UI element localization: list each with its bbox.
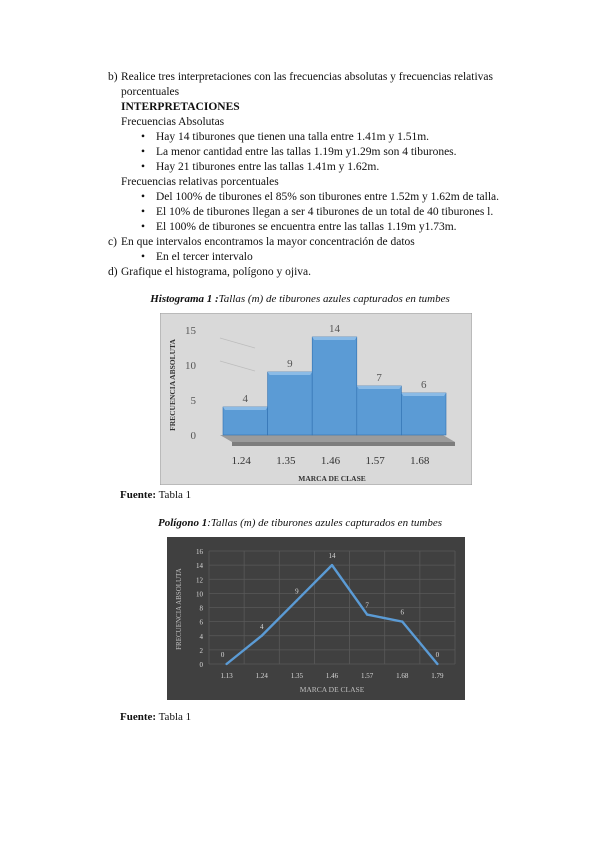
data-point [366,613,368,615]
point-data-label: 9 [295,587,299,596]
figure1-source [120,488,191,503]
y-tick-label: 0 [190,430,196,442]
bar-data-label: 4 [242,393,249,405]
bar-top-face [357,386,402,389]
y-tick-label: 14 [196,562,203,571]
y-tick-label: 2 [199,646,203,655]
bar-data-label: 7 [376,372,382,384]
list-item: • El 10% de tiburones llegan a ser 4 tiburones de un total de 40 tiburones l. [108,205,548,220]
figure1-source-label: Fuente: [120,489,157,501]
figure1-caption [0,292,600,307]
x-tick-label: 1.68 [396,672,409,680]
item-c-text: En que intervalos encontramos la mayor concentración de datos [121,236,415,248]
item-b-marker: b) [108,71,118,83]
y-axis-label: FRECUENCIA ABSOLUTA [175,568,183,650]
x-tick-label: 1.79 [431,672,444,680]
histogram-bar [268,372,313,435]
x-axis-label: MARCA DE CLASE [299,685,365,694]
item-b [108,70,548,85]
figure2-caption-bold: Polígono 1 [158,517,208,529]
x-tick-label: 1.68 [410,455,430,467]
list-item: • En el tercer intervalo [108,250,548,265]
histogram-chart [160,313,472,485]
y-tick-label: 0 [199,661,203,669]
data-point [225,663,227,665]
list-item: • Del 100% de tiburones el 85% son tiburones entre 1.52m y 1.62m de talla. [108,190,548,205]
data-point [436,663,438,665]
y-axis-label: FRECUENCIA ABSOLUTA [168,339,177,431]
point-data-label: 4 [259,622,264,631]
item-d-text: Grafique el histograma, polígono y ojiva. [121,266,312,278]
bar-top-face [401,393,446,396]
x-tick-label: 1.13 [220,672,233,680]
list-item: • Hay 14 tiburones que tienen una talla entre 1.41m y 1.51m. [108,130,548,145]
abs-freq-list [108,130,548,175]
histogram-bar [357,386,402,435]
item-d-marker: d) [108,266,118,278]
chart-background [167,537,465,700]
bar-data-label: 9 [287,358,293,370]
y-tick-label: 4 [199,632,203,641]
rel-freq-title: Frecuencias relativas porcentuales [121,176,279,188]
figure2-source-label: Fuente: [120,711,157,723]
item-c-list [108,250,548,265]
figure2-caption-text: :Tallas (m) de tiburones azules capturados en tumbes [207,517,442,529]
y-tick-label: 15 [185,325,196,337]
figure2-source-value: Tabla 1 [158,711,192,723]
y-tick-label: 10 [185,360,196,372]
point-data-label: 0 [435,651,440,659]
interpretaciones-heading: INTERPRETACIONES [121,101,240,113]
x-tick-label: 1.24 [255,672,268,680]
list-item: • El 100% de tiburones se encuentra entre las tallas 1.19m y1.73m. [108,220,548,235]
point-data-label: 14 [328,552,336,561]
bar-top-face [223,407,268,410]
figure2-caption [0,516,600,531]
y-tick-label: 6 [199,618,203,627]
item-d [108,265,548,280]
item-c [108,235,548,250]
y-tick-label: 8 [199,604,203,613]
figure1-caption-bold: Histograma 1 : [150,293,219,305]
bar-data-label: 14 [329,323,340,335]
x-tick-label: 1.35 [290,672,303,680]
x-tick-label: 1.57 [361,672,374,680]
histogram-bar [401,393,446,435]
bar-top-face [312,337,357,340]
figure1-caption-text: Tallas (m) de tiburones azules capturados en tumbes [218,293,450,305]
x-tick-label: 1.24 [231,455,251,467]
chart-floor-edge [232,442,455,446]
bar-top-face [268,372,313,375]
x-tick-label: 1.46 [325,672,339,680]
item-b-line1: Realice tres interpretaciones con las frecuencias absolutas y frecuencias relativas [121,71,493,83]
point-data-label: 6 [400,608,405,617]
document-body [108,70,548,280]
x-tick-label: 1.35 [276,455,296,467]
x-tick-label: 1.57 [365,455,385,467]
data-point [296,599,298,601]
figure1-source-value: Tabla 1 [158,489,192,501]
abs-freq-title: Frecuencias Absolutas [121,116,225,128]
list-item: • La menor cantidad entre las tallas 1.19m y1.29m son 4 tiburones. [108,145,548,160]
list-item: • Hay 21 tiburones entre las tallas 1.41m y 1.62m. [108,160,548,175]
polygon-chart [167,537,465,700]
y-tick-label: 5 [190,395,196,407]
histogram-bar [312,337,357,435]
item-c-marker: c) [108,236,117,248]
point-data-label: 7 [365,601,369,610]
data-point [261,635,263,637]
chart-floor [220,435,455,442]
item-b-line2: porcentuales [121,86,180,98]
x-tick-label: 1.46 [320,455,341,467]
data-point [331,564,333,566]
y-tick-label: 10 [196,590,203,599]
x-axis-label: MARCA DE CLASE [298,474,366,483]
rel-freq-list [108,190,548,235]
data-point [401,620,403,622]
figure2-source [120,710,191,725]
point-data-label: 0 [220,651,225,659]
y-tick-label: 12 [196,576,203,585]
histogram-bar [223,407,268,435]
y-tick-label: 16 [196,548,203,556]
bar-data-label: 6 [420,379,427,391]
